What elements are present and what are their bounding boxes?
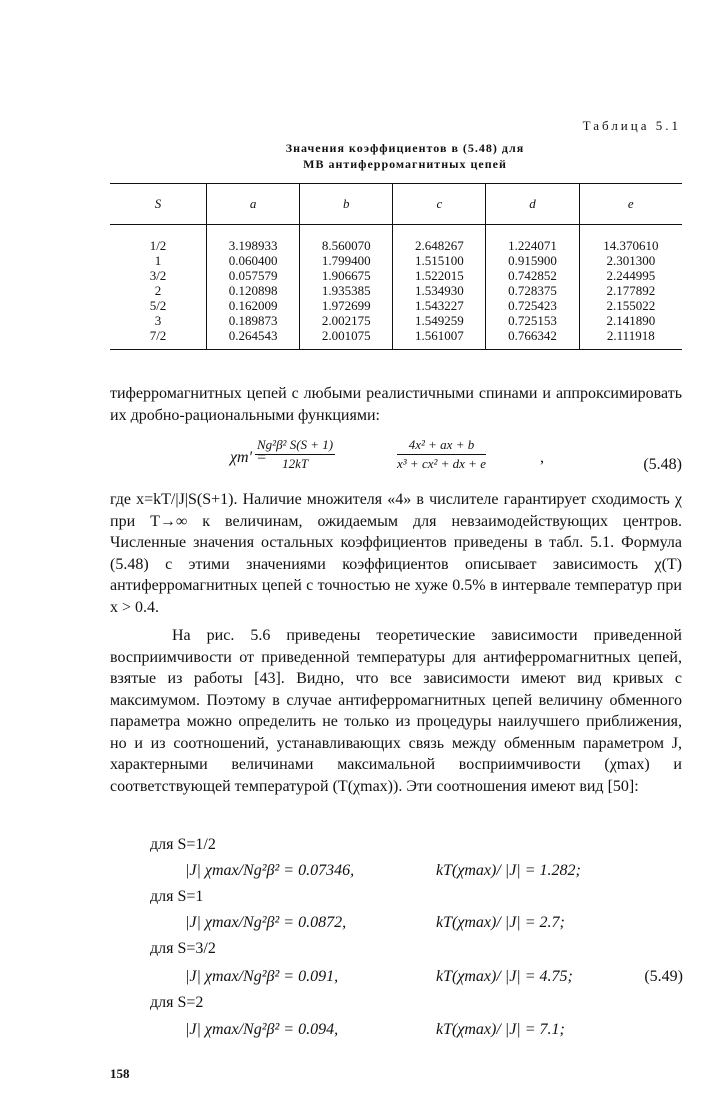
cell-d: 0.725423: [486, 298, 579, 313]
cell-e: 2.155022: [579, 298, 682, 313]
cell-c: 1.561007: [393, 328, 486, 350]
table-header-row: [110, 184, 682, 225]
cell-e: 2.301300: [579, 253, 682, 268]
cell-d: 0.766342: [486, 328, 579, 350]
cell-c: 1.543227: [393, 298, 486, 313]
cell-d: 0.742852: [486, 268, 579, 283]
case-kt-relation: kT(χmax)/ |J| = 7.1;: [436, 1021, 565, 1038]
formula-number: (5.48): [643, 456, 682, 473]
cell-a: 0.264543: [207, 328, 300, 350]
cell-s: 2: [154, 283, 162, 298]
cell-e: 14.370610: [579, 225, 682, 254]
case-chi-relation: |J| χmax/Ng²β² = 0.094,: [185, 1021, 339, 1038]
cell-a: 0.189873: [207, 313, 300, 328]
cell-c: 1.515100: [393, 253, 486, 268]
fraction-1-numerator: Ng²β² S(S + 1): [255, 437, 335, 455]
cell-d: 0.915900: [486, 253, 579, 268]
table-title-line-2: МВ антиферромагнитных цепей: [303, 157, 507, 171]
equation-number: (5.49): [644, 968, 683, 985]
case-label: для S=1/2: [150, 836, 216, 853]
cell-b: 2.001075: [300, 328, 393, 350]
table-row: [110, 283, 682, 298]
case-chi-relation: |J| χmax/Ng²β² = 0.07346,: [185, 862, 355, 879]
cell-c: 1.522015: [393, 268, 486, 283]
cell-b: 1.799400: [300, 253, 393, 268]
table-row: [110, 268, 682, 283]
cell-a: 0.162009: [207, 298, 300, 313]
case-kt-relation: kT(χmax)/ |J| = 1.282;: [436, 862, 581, 879]
table-title: [110, 140, 700, 172]
cell-a: 0.057579: [207, 268, 300, 283]
cell-c: 1.549259: [393, 313, 486, 328]
case-kt-relation: kT(χmax)/ |J| = 2.7;: [436, 914, 565, 931]
cell-s: 1: [154, 253, 162, 268]
header-b: b: [300, 184, 393, 225]
case-label: для S=2: [150, 994, 204, 1011]
cell-a: 0.060400: [207, 253, 300, 268]
paragraph-definition: где x=kT/|J|S(S+1). Наличие множителя «4» в числителе гарантирует сходимость χ при T→∞ к величинам, ожидаемым для невзаимодействующих центров. Численные значения остальных коэффициентов приведены в табл. 5.1. Формула (5.48) с этими значениями коэффициентов описывает зависимость χ(T) антиферромагнитных цепей с точностью не хуже 0.5% в интервале температур при x > 0.4.: [110, 491, 682, 616]
cell-b: 2.002175: [300, 313, 393, 328]
cell-s: 3/2: [149, 268, 167, 283]
cell-e: 2.244995: [579, 268, 682, 283]
fraction-2-numerator: 4x² + ax + b: [397, 437, 486, 455]
cell-b: 1.906675: [300, 268, 393, 283]
case-label: для S=3/2: [150, 940, 216, 957]
cell-d: 0.725153: [486, 313, 579, 328]
case-chi-relation: |J| χmax/Ng²β² = 0.0872,: [185, 914, 347, 931]
cell-e: 2.177892: [579, 283, 682, 298]
formula-comma: ,: [540, 449, 544, 466]
cell-d: 1.224071: [486, 225, 579, 254]
table-row: [110, 225, 682, 254]
cell-b: 1.972699: [300, 298, 393, 313]
cell-b: 8.560070: [300, 225, 393, 254]
cell-s: 3: [154, 313, 162, 328]
coefficients-table: [110, 183, 682, 350]
page-number: 158: [110, 1066, 130, 1081]
table-caption: Таблица 5.1: [582, 118, 681, 133]
header-d: d: [486, 184, 579, 225]
cell-c: 1.534930: [393, 283, 486, 298]
header-c: c: [393, 184, 486, 225]
fraction-1-denominator: 12kT: [282, 456, 309, 471]
cell-s: 1/2: [149, 238, 167, 253]
table-row: [110, 253, 682, 268]
cell-d: 0.728375: [486, 283, 579, 298]
cell-a: 3.198933: [207, 225, 300, 254]
table-row: [110, 328, 682, 350]
table-row: [110, 313, 682, 328]
paragraph-figure-discussion: На рис. 5.6 приведены теоретические зависимости приведенной восприимчивости от приведенной температуры для антиферромагнитных цепей, взятые из работы [43]. Видно, что все зависимости имеют вид кривых с максимумом. Поэтому в случае антиферромагнитных цепей величину обменного параметра можно определить не только из процедуры наилучшего приближения, но и из соотношений, устанавливающих связь между обменным параметром J, характерными величинами максимальной восприимчивости (χmax) и соответствующей температурой (T(χmax)). Эти соотношения имеют вид [50]:: [110, 627, 682, 795]
formula-lhs: χm′ =: [230, 449, 267, 466]
case-kt-relation: kT(χmax)/ |J| = 4.75;: [436, 968, 573, 985]
cell-a: 0.120898: [207, 283, 300, 298]
case-label: для S=1: [150, 888, 204, 905]
header-e: e: [579, 184, 682, 225]
table-row: [110, 298, 682, 313]
cell-b: 1.935385: [300, 283, 393, 298]
formula-fraction-2: [397, 437, 486, 472]
table-title-line-1: Значения коэффициентов в (5.48) для: [285, 141, 525, 155]
cell-e: 2.111918: [579, 328, 682, 350]
formula-5-48: [110, 432, 682, 482]
case-chi-relation: |J| χmax/Ng²β² = 0.091,: [185, 968, 339, 985]
cell-s: 7/2: [110, 328, 207, 350]
fraction-2-denominator: x³ + cx² + dx + e: [397, 456, 486, 471]
header-a: a: [207, 184, 300, 225]
cell-e: 2.141890: [579, 313, 682, 328]
paragraph-intro: тиферромагнитных цепей с любыми реалистичными спинами и аппроксимировать их дробно-рациональными функциями:: [110, 385, 682, 424]
formula-fraction-1: [255, 437, 335, 472]
cell-s: 5/2: [149, 298, 167, 313]
cell-c: 2.648267: [393, 225, 486, 254]
header-s: S: [110, 184, 207, 225]
